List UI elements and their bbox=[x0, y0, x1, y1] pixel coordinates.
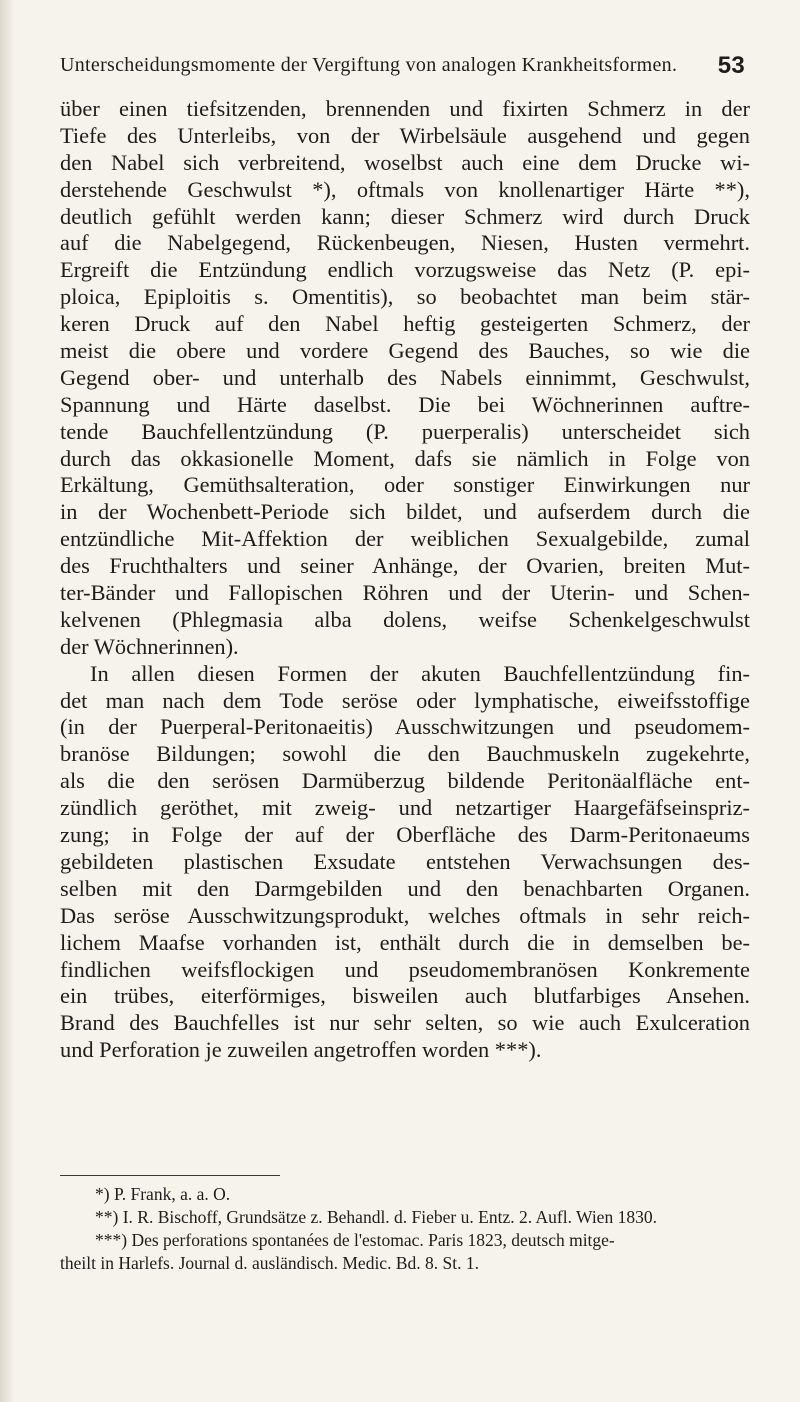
text-line: zündlich geröthet, mit zweig- und netzartiger Haargefäfseinspriz- bbox=[60, 795, 750, 821]
text-line: gebildeten plastischen Exsudate entstehen Verwachsungen des- bbox=[60, 848, 750, 874]
text-line: zung; in Folge der auf der Oberfläche des Darm-Peritonaeums bbox=[60, 822, 750, 848]
text-line: selben mit den Darmgebilden und den benachbarten Organen. bbox=[60, 875, 750, 901]
page-gutter-shadow bbox=[0, 0, 14, 1402]
text-line: als die den serösen Darmüberzug bildende Peritonäalfläche ent- bbox=[60, 768, 750, 794]
footnotes bbox=[60, 1183, 750, 1275]
text-line: Gegend ober- und unterhalb des Nabels einnimmt, Geschwulst, bbox=[60, 364, 750, 390]
footnote-3-continuation: theilt in Harlefs. Journal d. ausländisch. Medic. Bd. 8. St. 1. bbox=[60, 1253, 479, 1273]
text-line: kelvenen (Phlegmasia alba dolens, weifse Schenkelgeschwulst bbox=[60, 606, 750, 632]
text-line: den Nabel sich verbreitend, woselbst auch eine dem Drucke wi- bbox=[60, 149, 750, 175]
text-line: (in der Puerperal-Peritonaeitis) Ausschwitzungen und pseudomem- bbox=[60, 714, 750, 740]
text-line: Ergreift die Entzündung endlich vorzugsweise das Netz (P. epi- bbox=[60, 257, 750, 283]
paragraph-end-line: und Perforation je zuweilen angetroffen worden ***). bbox=[60, 1037, 542, 1063]
text-line: Das seröse Ausschwitzungsprodukt, welches oftmals in sehr reich- bbox=[60, 902, 750, 928]
text-line: Spannung und Härte daselbst. Die bei Wöchnerinnen auftre- bbox=[60, 391, 750, 417]
footnote-3: ***) Des perforations spontanées de l'estomac. Paris 1823, deutsch mitge- bbox=[95, 1230, 615, 1250]
text-line: des Fruchthalters und seiner Anhänge, der Ovarien, breiten Mut- bbox=[60, 553, 750, 579]
text-line: ploica, Epiploitis s. Omentitis), so beobachtet man beim stär- bbox=[60, 284, 750, 310]
text-line: ter-Bänder und Fallopischen Röhren und der Uterin- und Schen- bbox=[60, 580, 750, 606]
text-line: keren Druck auf den Nabel heftig gesteigerten Schmerz, der bbox=[60, 311, 750, 337]
text-line: ein trübes, eiterförmiges, bisweilen auch blutfarbiges Ansehen. bbox=[60, 983, 750, 1009]
footnote-1: *) P. Frank, a. a. O. bbox=[95, 1184, 231, 1204]
text-line: tende Bauchfellentzündung (P. puerperalis) unterscheidet sich bbox=[60, 418, 750, 444]
text-line: det man nach dem Tode seröse oder lymphatische, eiweifsstoffige bbox=[60, 687, 750, 713]
text-line: über einen tiefsitzenden, brennenden und fixirten Schmerz in der bbox=[60, 96, 750, 121]
text-line: Erkältung, Gemüthsalteration, oder sonstiger Einwirkungen nur bbox=[60, 472, 750, 498]
text-line: deutlich gefühlt werden kann; dieser Schmerz wird durch Druck bbox=[60, 203, 750, 229]
text-line: meist die obere und vordere Gegend des Bauches, so wie die bbox=[60, 338, 750, 364]
footnote-2: **) I. R. Bischoff, Grundsätze z. Behandl. d. Fieber u. Entz. 2. Aufl. Wien 1830. bbox=[95, 1207, 657, 1227]
text-line: durch das okkasionelle Moment, dafs sie nämlich in Folge von bbox=[60, 445, 750, 471]
paragraph-end-line: der Wöchnerinnen). bbox=[60, 633, 239, 659]
text-line: findlichen weifsflockigen und pseudomembranösen Konkremente bbox=[60, 956, 750, 982]
text-line: lichem Maafse vorhanden ist, enthält durch die in demselben be- bbox=[60, 929, 750, 955]
running-head bbox=[60, 54, 745, 84]
footnote-rule bbox=[60, 1175, 280, 1176]
text-line: branöse Bildungen; sowohl die den Bauchmuskeln zugekehrte, bbox=[60, 741, 750, 767]
page-number: 53 bbox=[717, 52, 745, 79]
body-text bbox=[60, 96, 750, 1064]
text-line: in der Wochenbett-Periode sich bildet, und aufserdem durch die bbox=[60, 499, 750, 525]
text-line: entzündliche Mit-Affektion der weiblichen Sexualgebilde, zumal bbox=[60, 526, 750, 552]
running-title: Unterscheidungsmomente der Vergiftung von analogen Krankheitsformen. bbox=[60, 54, 678, 76]
paragraph-start-line: In allen diesen Formen der akuten Bauchfellentzündung fin- bbox=[90, 660, 750, 686]
text-line: derstehende Geschwulst *), oftmals von knollenartiger Härte **), bbox=[60, 176, 750, 202]
text-line: auf die Nabelgegend, Rückenbeugen, Niesen, Husten vermehrt. bbox=[60, 230, 750, 256]
text-line: Tiefe des Unterleibs, von der Wirbelsäule ausgehend und gegen bbox=[60, 122, 750, 148]
text-line: Brand des Bauchfelles ist nur sehr selten, so wie auch Exulceration bbox=[60, 1010, 750, 1036]
